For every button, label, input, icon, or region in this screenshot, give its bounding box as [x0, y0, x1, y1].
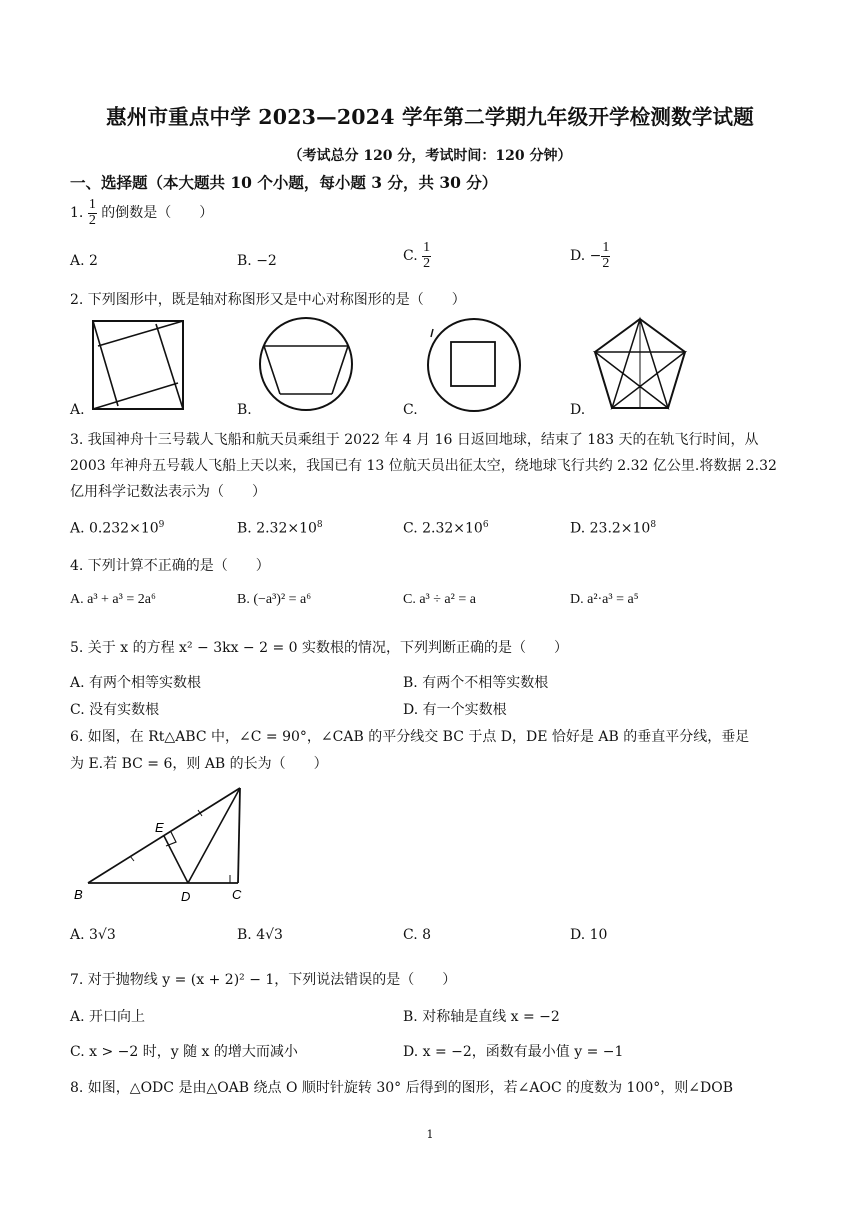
question-7-stem: 7. 对于抛物线 y = (x + 2)² − 1，下列说法错误的是（ ） [70, 972, 457, 988]
q3-option-d: D. $23.2\times 10^8$ [570, 520, 657, 537]
page-number: 1 [426, 1128, 434, 1141]
figure-circle-trapezoid [256, 314, 356, 414]
figure-pentagon-star [590, 315, 690, 415]
label-b: B [74, 887, 83, 902]
q1-option-a: A. 2 [70, 253, 98, 269]
question-4-stem: 4. 下列计算不正确的是（ ） [70, 558, 270, 574]
exam-info: （考试总分 120 分，考试时间：120 分钟） [288, 148, 572, 164]
q5-option-d: D. 有一个实数根 [403, 702, 507, 718]
q5-option-c: C. 没有实数根 [70, 702, 160, 718]
q5-option-a: A. 有两个相等实数根 [70, 675, 202, 691]
fraction-half: $\frac{1}{2}$ [88, 197, 96, 228]
q6-option-b: B. 4√3 [237, 927, 283, 943]
q2-option-a: A. [70, 402, 85, 418]
q1-option-b: B. −2 [237, 253, 277, 269]
q4-option-a: A. a³ + a³ = 2a⁶ [70, 592, 156, 607]
figure-square-pinwheel [90, 318, 186, 412]
q6-option-d: D. 10 [570, 927, 608, 943]
q6-option-c: C. 8 [403, 927, 432, 943]
label-e: E [155, 820, 164, 835]
q7-option-c: C. x > −2 时，y 随 x 的增大而减小 [70, 1044, 298, 1060]
q5-option-b: B. 有两个不相等实数根 [403, 675, 549, 691]
question-3-stem: 3. 我国神舟十三号载人飞船和航天员乘组于 2022 年 4 月 16 日返回地球，结束了 183 天的在轨飞行时间，从 2003 年神舟五号载人飞船上天以来，我国已有 13 位航天员出征太空，绕地球飞行共约 2.32 亿公里.将数据 2.32 亿用科学记数法表示为（ ） [70, 432, 777, 500]
q7-option-d: D. x = −2，函数有最小值 y = −1 [403, 1044, 624, 1060]
q2-option-d: D. [570, 402, 586, 418]
question-6-line1: 6. 如图，在 Rt△ABC 中，∠C = 90°，∠CAB 的平分线交 BC 于点 D，DE 恰好是 AB 的垂直平分线，垂足 [70, 729, 750, 745]
figure-circle-square [424, 315, 524, 415]
q6-option-a: A. 3√3 [70, 927, 116, 943]
q1-option-d: D. − $\frac{1}{2}$ [570, 240, 610, 271]
label-c: C [232, 887, 242, 902]
q3-option-a: A. $0.232\times 10^9$ [70, 520, 165, 537]
q4-option-c: C. a³ ÷ a² = a [403, 592, 476, 607]
q2-option-c: C. [403, 402, 418, 418]
q4-option-b: B. (−a³)² = a⁶ [237, 592, 312, 607]
question-8-line1: 8. 如图，△ODC 是由△OAB 绕点 O 顺时针旋转 30° 后得到的图形，若∠AOC 的度数为 100°，则∠DOB [70, 1080, 733, 1096]
q4-option-d: D. a²·a³ = a⁵ [570, 592, 639, 607]
q2-option-b: B. [237, 402, 252, 418]
q1-option-c: C. $\frac{1}{2}$ [403, 240, 431, 271]
page-title: 惠州市重点中学 2023—2024 学年第二学期九年级开学检测数学试题 [106, 105, 754, 129]
q3-option-c: C. $2.32\times 10^6$ [403, 520, 489, 537]
question-2-stem: 2. 下列图形中，既是轴对称图形又是中心对称图形的是（ ） [70, 292, 466, 308]
question-6-line2: 为 E.若 BC = 6，则 AB 的长为（ ） [70, 756, 328, 772]
q3-option-b: B. $2.32\times 10^8$ [237, 520, 323, 537]
label-d: D [181, 889, 191, 904]
q7-option-a: A. 开口向上 [70, 1009, 146, 1025]
q7-option-b: B. 对称轴是直线 x = −2 [403, 1009, 560, 1025]
figure-right-triangle [70, 780, 260, 905]
question-1-stem: 1. $\frac{1}{2}$ 的倒数是（ ） [70, 197, 214, 228]
question-5-stem: 5. 关于 x 的方程 x² − 3kx − 2 = 0 实数根的情况，下列判断正确的是（ ） [70, 640, 569, 656]
section-heading: 一、选择题（本大题共 10 个小题，每小题 3 分，共 30 分） [70, 173, 498, 192]
